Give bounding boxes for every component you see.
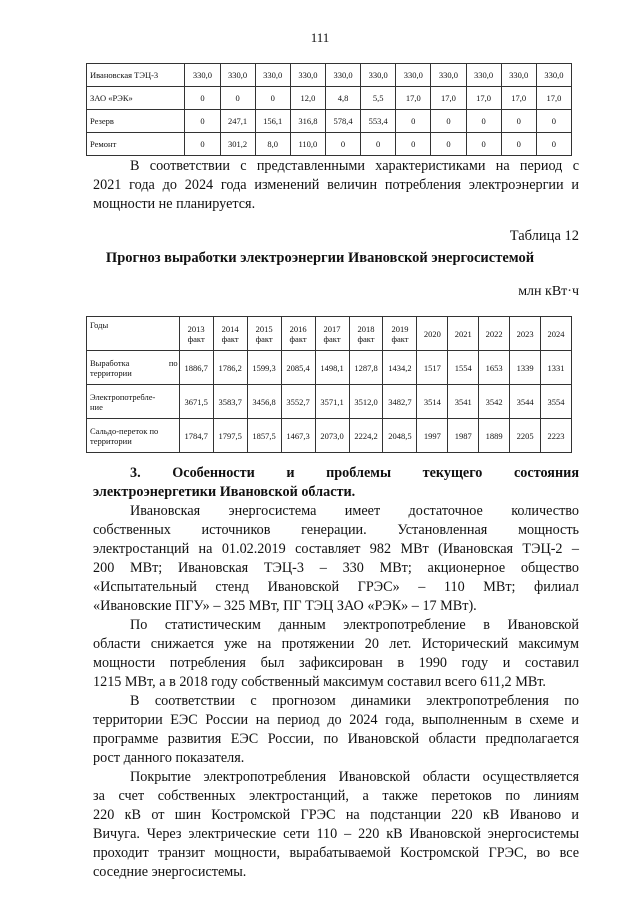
table-cell: 1797,5	[213, 419, 247, 453]
table-cell: 8,0	[255, 133, 290, 156]
paragraph-no-change	[93, 157, 579, 214]
year-header: 2017 факт	[315, 317, 349, 351]
table-cell: 156,1	[255, 110, 290, 133]
text-line: По статистическим данным электропотребление в Ивановской	[130, 617, 579, 633]
row-label: Ремонт	[87, 133, 185, 156]
table-cell: 3541	[448, 385, 479, 419]
table-cell: 1997	[417, 419, 448, 453]
row-label: Ивановская ТЭЦ-3	[87, 64, 185, 87]
table-cell: 330,0	[255, 64, 290, 87]
table-cell: 1498,1	[315, 351, 349, 385]
text-line: соседние энергосистемы.	[93, 864, 247, 880]
text-line: «Ивановские ПГУ» – 325 МВт, ПГ ТЭЦ ЗАО «РЭК» – 17 МВт).	[93, 598, 477, 614]
section-heading	[93, 464, 579, 502]
table-cell: 3671,5	[179, 385, 213, 419]
row-label: Резерв	[87, 110, 185, 133]
table-cell: 3514	[417, 385, 448, 419]
paragraph-installed-capacity	[93, 502, 579, 616]
table-cell: 1987	[448, 419, 479, 453]
table-cell: 3544	[510, 385, 541, 419]
row-label: ЗАО «РЭК»	[87, 87, 185, 110]
text-line: Покрытие электропотребления Ивановской области осуществляется	[130, 769, 579, 785]
section-heading-line: электроэнергетики Ивановской области.	[93, 484, 356, 500]
row-label: Сальдо-переток по территории	[87, 419, 180, 453]
table-cell: 3482,7	[383, 385, 417, 419]
table-cell: 17,0	[501, 87, 536, 110]
table-cell: 3512,0	[349, 385, 383, 419]
text-line: «Испытательный стенд Ивановской ГРЭС» – 110 МВт; филиал	[93, 579, 579, 595]
year-header: 2022	[479, 317, 510, 351]
text-line: за счет собственных электростанций, а также перетоков по линиям	[93, 788, 579, 804]
table-cell: 0	[466, 133, 501, 156]
year-header: 2021	[448, 317, 479, 351]
table-row	[87, 419, 572, 453]
table-cell: 330,0	[431, 64, 466, 87]
year-header: 2024	[541, 317, 572, 351]
table-cell: 1599,3	[247, 351, 281, 385]
table-cell: 0	[536, 110, 571, 133]
table-cell: 0	[501, 133, 536, 156]
table-cell: 1331	[541, 351, 572, 385]
table-cell: 2224,2	[349, 419, 383, 453]
table-cell: 0	[396, 110, 431, 133]
table-row	[87, 133, 572, 156]
table-cell: 0	[361, 133, 396, 156]
paragraph-forecast	[93, 692, 579, 768]
table-row	[87, 385, 572, 419]
table-cell: 301,2	[220, 133, 255, 156]
table-cell: 1517	[417, 351, 448, 385]
text-line: программе развития ЕЭС России, по Ивановской области предполагается	[93, 731, 579, 747]
text-line: 1215 МВт, а в 2018 году собственный максимум составил всего 611,2 МВт.	[93, 674, 546, 690]
table-cell: 0	[185, 133, 220, 156]
table-cell: 0	[220, 87, 255, 110]
table-cell: 0	[185, 87, 220, 110]
table-cell: 2048,5	[383, 419, 417, 453]
text-line: территории ЕЭС России на период до 2024 года, выполненным в схеме и	[93, 712, 579, 728]
table-cell: 1467,3	[281, 419, 315, 453]
page-number: 111	[310, 30, 330, 45]
table-cell: 330,0	[361, 64, 396, 87]
text-line: проходит транзит мощности, вырабатываемой Костромской ГРЭС, во все	[93, 845, 579, 861]
table-cell: 17,0	[396, 87, 431, 110]
table-cell: 553,4	[361, 110, 396, 133]
corner-header: Годы	[87, 317, 180, 351]
table-cell: 2085,4	[281, 351, 315, 385]
text-line: 220 кВ от шин Костромской ГРЭС на подстанции 220 кВ Иваново и	[93, 807, 579, 823]
table-cell: 0	[185, 110, 220, 133]
table-cell: 0	[536, 133, 571, 156]
unit-label: млн кВт·ч	[518, 284, 579, 299]
table-number-label: Таблица 12	[509, 228, 579, 244]
table-cell: 0	[396, 133, 431, 156]
table-cell: 0	[466, 110, 501, 133]
table-cell: 330,0	[325, 64, 360, 87]
text-line: Ивановская энергосистема имеет достаточное количество	[130, 503, 579, 519]
table-cell: 330,0	[396, 64, 431, 87]
row-label: Электропотребле- ние	[87, 385, 180, 419]
table-cell: 1653	[479, 351, 510, 385]
year-header: 2018 факт	[349, 317, 383, 351]
table-cell: 17,0	[466, 87, 501, 110]
section-heading-line: 3. Особенности и проблемы текущего состояния	[130, 465, 579, 481]
forecast-table	[86, 316, 572, 453]
table-cell: 2205	[510, 419, 541, 453]
row-label: Выработка по территории	[87, 351, 180, 385]
table-cell: 330,0	[501, 64, 536, 87]
year-header: 2023	[510, 317, 541, 351]
text-line: В соответствии с прогнозом динамики электропотребления по	[130, 693, 579, 709]
table-cell: 330,0	[466, 64, 501, 87]
table-row	[87, 87, 572, 110]
table-cell: 1554	[448, 351, 479, 385]
table-cell: 0	[325, 133, 360, 156]
table-cell: 1857,5	[247, 419, 281, 453]
table-cell: 3456,8	[247, 385, 281, 419]
table-row	[87, 64, 572, 87]
text-line: рост данного показателя.	[93, 750, 245, 766]
text-line: мощности не планируется.	[93, 196, 256, 212]
table-cell: 578,4	[325, 110, 360, 133]
year-header: 2016 факт	[281, 317, 315, 351]
table-cell: 1287,8	[349, 351, 383, 385]
table-cell: 247,1	[220, 110, 255, 133]
year-header: 2019 факт	[383, 317, 417, 351]
text-line: электростанций на 01.02.2019 составляет 982 МВт (Ивановская ТЭЦ-2 –	[93, 541, 579, 557]
table-cell: 1786,2	[213, 351, 247, 385]
table-cell: 5,5	[361, 87, 396, 110]
table-row	[87, 351, 572, 385]
table-cell: 17,0	[431, 87, 466, 110]
year-header: 2020	[417, 317, 448, 351]
table-row	[87, 110, 572, 133]
table-cell: 1339	[510, 351, 541, 385]
table-cell: 1886,7	[179, 351, 213, 385]
text-line: Вичуга. Через электрические сети 110 – 220 кВ Ивановской энергосистемы	[93, 826, 579, 842]
text-line: 200 МВт; Ивановская ТЭЦ-3 – 330 МВт; акционерное общество	[93, 560, 579, 576]
text-line: 2021 года до 2024 года изменений величин потребления электроэнергии и	[93, 177, 579, 193]
table-cell: 330,0	[536, 64, 571, 87]
table-cell: 12,0	[290, 87, 325, 110]
table-cell: 3542	[479, 385, 510, 419]
generation-balance-table	[86, 63, 572, 156]
text-line: области снижается уже на протяжении 20 лет. Исторический максимум	[93, 636, 579, 652]
year-header: 2014 факт	[213, 317, 247, 351]
table-cell: 3571,1	[315, 385, 349, 419]
table-cell: 3583,7	[213, 385, 247, 419]
text-line: собственных источников генерации. Установленная мощность	[93, 522, 579, 538]
table-cell: 3554	[541, 385, 572, 419]
table-cell: 0	[255, 87, 290, 110]
table-title: Прогноз выработки электроэнергии Ивановской энергосистемой	[105, 250, 535, 266]
year-header: 2013 факт	[179, 317, 213, 351]
table-cell: 330,0	[220, 64, 255, 87]
table-cell: 1889	[479, 419, 510, 453]
table-cell: 3552,7	[281, 385, 315, 419]
table-cell: 17,0	[536, 87, 571, 110]
table-cell: 0	[431, 133, 466, 156]
table-cell: 1784,7	[179, 419, 213, 453]
paragraph-statistics	[93, 616, 579, 692]
text-line: мощности потребления был зафиксирован в 1990 году и составил	[93, 655, 579, 671]
table-cell: 2073,0	[315, 419, 349, 453]
table-cell: 110,0	[290, 133, 325, 156]
table-cell: 4,8	[325, 87, 360, 110]
paragraph-coverage	[93, 768, 579, 882]
table-cell: 330,0	[185, 64, 220, 87]
year-header: 2015 факт	[247, 317, 281, 351]
table-cell: 316,8	[290, 110, 325, 133]
table-cell: 0	[501, 110, 536, 133]
table-header-row	[87, 317, 572, 351]
table-cell: 0	[431, 110, 466, 133]
text-line: В соответствии с представленными характеристиками на период с	[130, 158, 579, 174]
table-cell: 1434,2	[383, 351, 417, 385]
table-cell: 2223	[541, 419, 572, 453]
table-cell: 330,0	[290, 64, 325, 87]
